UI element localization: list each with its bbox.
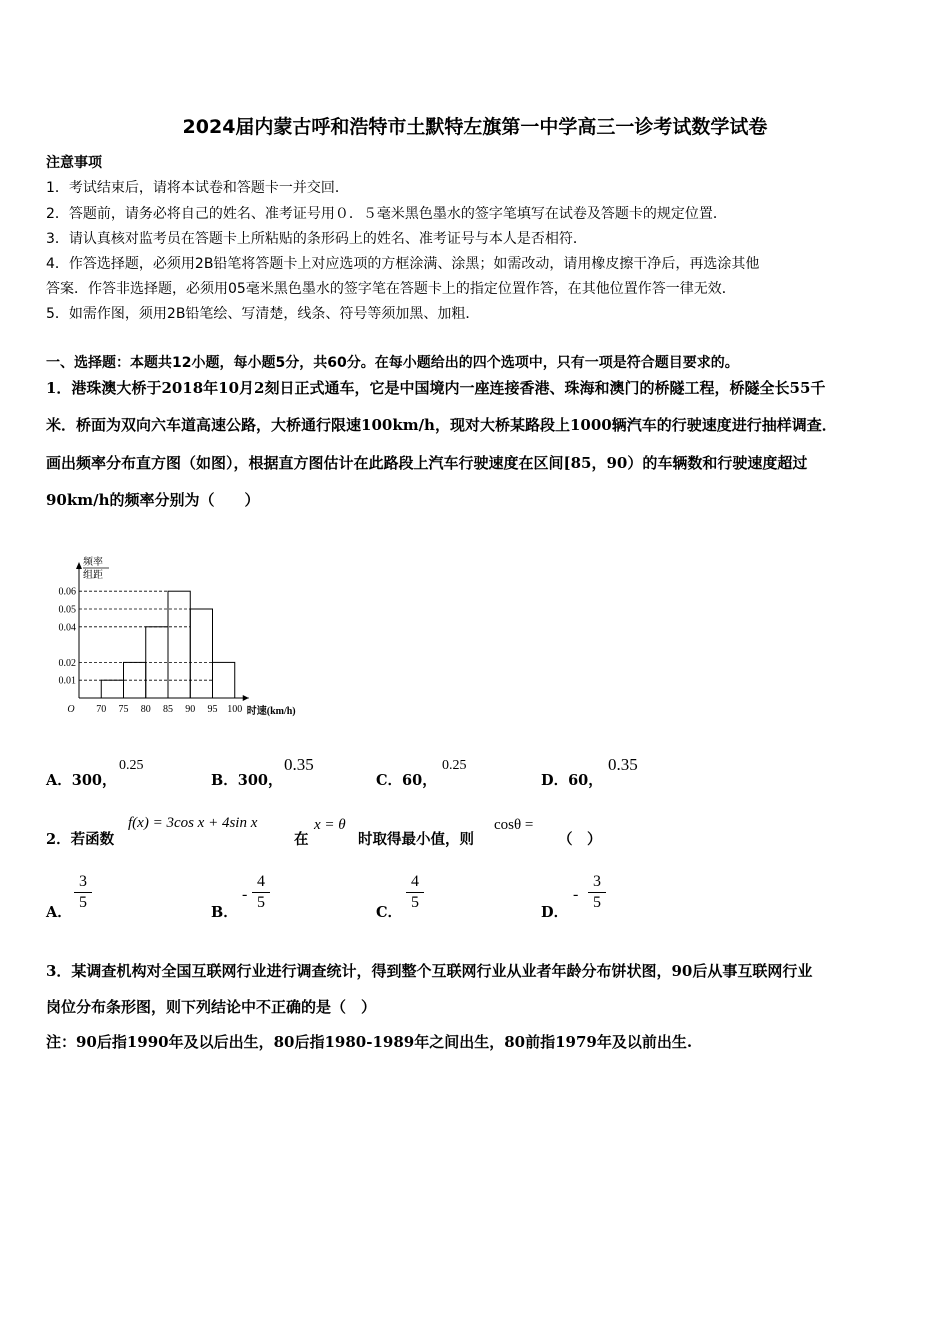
note-item: 5．如需作图，须用2B铅笔绘、写清楚，线条、符号等须加黑、加粗． xyxy=(46,306,480,322)
histogram-bar xyxy=(190,609,212,698)
option-b-value: 0.35 xyxy=(284,755,314,774)
y-tick-label: 0.06 xyxy=(58,586,76,598)
histogram-bar xyxy=(168,591,190,698)
x-tick-label: 90 xyxy=(185,704,196,715)
y-axis-arrow xyxy=(76,562,82,569)
y-tick-label: 0.05 xyxy=(58,604,76,616)
x-tick-label: 85 xyxy=(163,704,173,715)
question-text-line: 画出频率分布直方图（如图），根据直方图估计在此路段上汽车行驶速度在区间[85，90）的车辆数和行驶速度超过 xyxy=(46,454,808,472)
option-label: B．300， xyxy=(211,772,283,789)
option-label: A．300， xyxy=(46,772,117,789)
y-tick-label: 0.01 xyxy=(58,675,76,687)
y-tick-label: 0.02 xyxy=(58,657,76,669)
note-item: 2．答题前，请务必将自己的姓名、准考证号用０．５毫米黑色墨水的签字笔填写在试卷及答题卡的规定位置． xyxy=(46,206,727,222)
question-text-line: 岗位分布条形图，则下列结论中不正确的是（ ） xyxy=(46,998,377,1016)
frequency-histogram xyxy=(55,548,315,728)
question-text-line: 90km/h的频率分别为（ ） xyxy=(46,491,260,509)
x-tick-label: 95 xyxy=(207,704,218,715)
option-a-value: 0.25 xyxy=(119,758,144,773)
option-d-value: 0.35 xyxy=(608,755,638,774)
denominator: 5 xyxy=(79,894,87,911)
numerator: 4 xyxy=(257,873,265,890)
histogram-bar xyxy=(213,662,235,698)
option-d[interactable]: D． xyxy=(541,904,569,921)
q2-mid2: 时取得最小值，则 xyxy=(358,831,474,848)
denominator: 5 xyxy=(411,894,419,911)
q2-condition: x = θ xyxy=(314,817,346,833)
y-axis-label-top: 频率 xyxy=(83,557,103,568)
option-a-fraction xyxy=(72,873,94,912)
exam-title: 2024届内蒙古呼和浩特市土默特左旗第一中学高三一诊考试数学试卷 xyxy=(182,116,768,138)
option-b-fraction xyxy=(250,873,272,912)
y-tick-label: 0.04 xyxy=(58,622,76,634)
option-a[interactable]: A． xyxy=(46,904,72,921)
question-text-line: 3．某调查机构对全国互联网行业进行调查统计，得到整个互联网行业从业者年龄分布饼状图，90后从事互联网行业 xyxy=(46,962,813,980)
option-label: D．60， xyxy=(541,772,603,789)
q2-mid: 在 xyxy=(294,831,309,848)
option-c[interactable] xyxy=(376,769,437,790)
section-heading: 一、选择题：本题共12小题，每小题5分，共60分。在每小题给出的四个选项中，只有一项是符合题目要求的。 xyxy=(46,355,739,371)
x-tick-label: 100 xyxy=(227,704,243,715)
option-label: C．60， xyxy=(376,772,437,789)
note-item: 答案．作答非选择题，必须用05毫米黑色墨水的签字笔在答题卡上的指定位置作答，在其他位置作答一律无效． xyxy=(46,281,736,297)
question-text-line: 1．港珠澳大桥于2018年10月2刻日正式通车，它是中国境内一座连接香港、珠海和澳门的桥隧工程，桥隧全长55千 xyxy=(46,379,826,397)
x-tick-label: 75 xyxy=(118,704,129,715)
option-b[interactable] xyxy=(211,769,283,790)
option-c[interactable]: C． xyxy=(376,904,403,921)
notes-heading: 注意事项 xyxy=(46,155,102,171)
option-b-sign: - xyxy=(242,886,248,903)
histogram-bar xyxy=(101,680,123,698)
origin-label: O xyxy=(67,704,75,715)
option-d[interactable] xyxy=(541,769,603,790)
numerator: 4 xyxy=(411,873,419,890)
q2-ask: cosθ = xyxy=(494,817,534,833)
option-d-sign: - xyxy=(573,886,579,903)
option-a[interactable] xyxy=(46,769,117,790)
q2-prefix: 2．若函数 xyxy=(46,831,115,848)
option-b[interactable]: B． xyxy=(211,904,238,921)
option-d-fraction xyxy=(586,873,608,912)
question-text-line: 米．桥面为双向六车道高速公路，大桥通行限速100km/h，现对大桥某路段上1000辆汽车的行驶速度进行抽样调查． xyxy=(46,416,837,434)
x-axis-arrow xyxy=(243,695,249,701)
note-item: 3．请认真核对监考员在答题卡上所粘贴的条形码上的姓名、准考证号与本人是否相符． xyxy=(46,231,587,247)
x-axis-label: 时速(km/h) xyxy=(246,706,296,717)
numerator: 3 xyxy=(79,873,87,890)
denominator: 5 xyxy=(593,894,601,911)
note-item: 1．考试结束后，请将本试卷和答题卡一并交回． xyxy=(46,180,349,196)
option-c-fraction xyxy=(404,873,426,912)
question-note: 注：90后指1990年及以后出生，80后指1980-1989年之间出生，80前指1979年及以前出生. xyxy=(46,1033,693,1051)
q2-function: f(x) = 3cos x + 4sin x xyxy=(128,815,258,831)
x-tick-label: 70 xyxy=(96,704,107,715)
denominator: 5 xyxy=(257,894,265,911)
q2-suffix: （ ） xyxy=(558,831,602,848)
option-c-value: 0.25 xyxy=(442,758,467,773)
y-axis-label-bottom: 组距 xyxy=(83,570,103,581)
numerator: 3 xyxy=(593,873,601,890)
x-tick-label: 80 xyxy=(140,704,151,715)
note-item: 4．作答选择题，必须用2B铅笔将答题卡上对应选项的方框涂满、涂黑；如需改动，请用橡皮擦干净后，再选涂其他 xyxy=(46,256,760,272)
